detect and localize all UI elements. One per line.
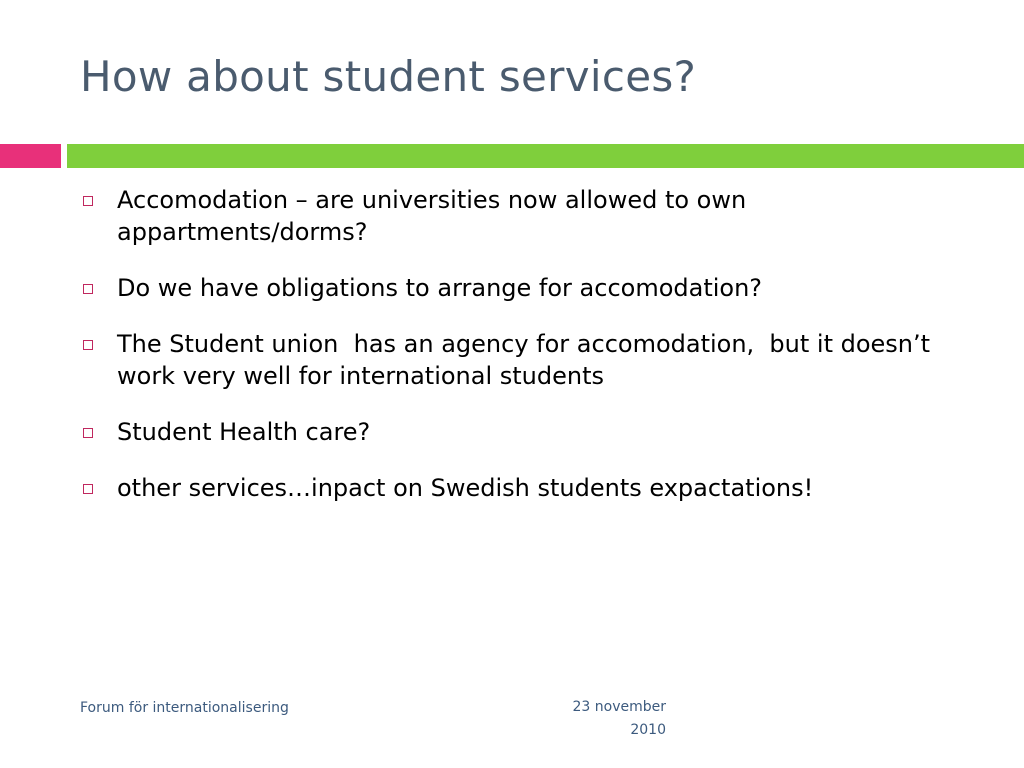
bullet-text: Student Health care?	[117, 418, 371, 446]
bullet-text: The Student union has an agency for accomodation, but it doesn’t work very well for international students	[117, 330, 938, 390]
title-underline-green-bar	[67, 144, 1024, 168]
hollow-square-bullet-icon	[83, 428, 93, 438]
hollow-square-bullet-icon	[83, 284, 93, 294]
footer-organization: Forum för internationalisering	[80, 700, 289, 716]
bullet-item	[80, 328, 980, 392]
slide-title: How about student services?	[80, 52, 697, 101]
hollow-square-bullet-icon	[83, 196, 93, 206]
footer-date: 23 november 2010	[572, 699, 666, 738]
hollow-square-bullet-icon	[83, 484, 93, 494]
bullet-list	[80, 184, 980, 528]
bullet-item	[80, 472, 980, 504]
title-underline-pink-bar	[0, 144, 61, 168]
hollow-square-bullet-icon	[83, 340, 93, 350]
bullet-text: other services…inpact on Swedish students expactations!	[117, 474, 814, 502]
bullet-item	[80, 184, 980, 248]
bullet-item	[80, 272, 980, 304]
bullet-text: Accomodation – are universities now allowed to own appartments/dorms?	[117, 186, 754, 246]
bullet-item	[80, 416, 980, 448]
bullet-text: Do we have obligations to arrange for accomodation?	[117, 274, 763, 302]
